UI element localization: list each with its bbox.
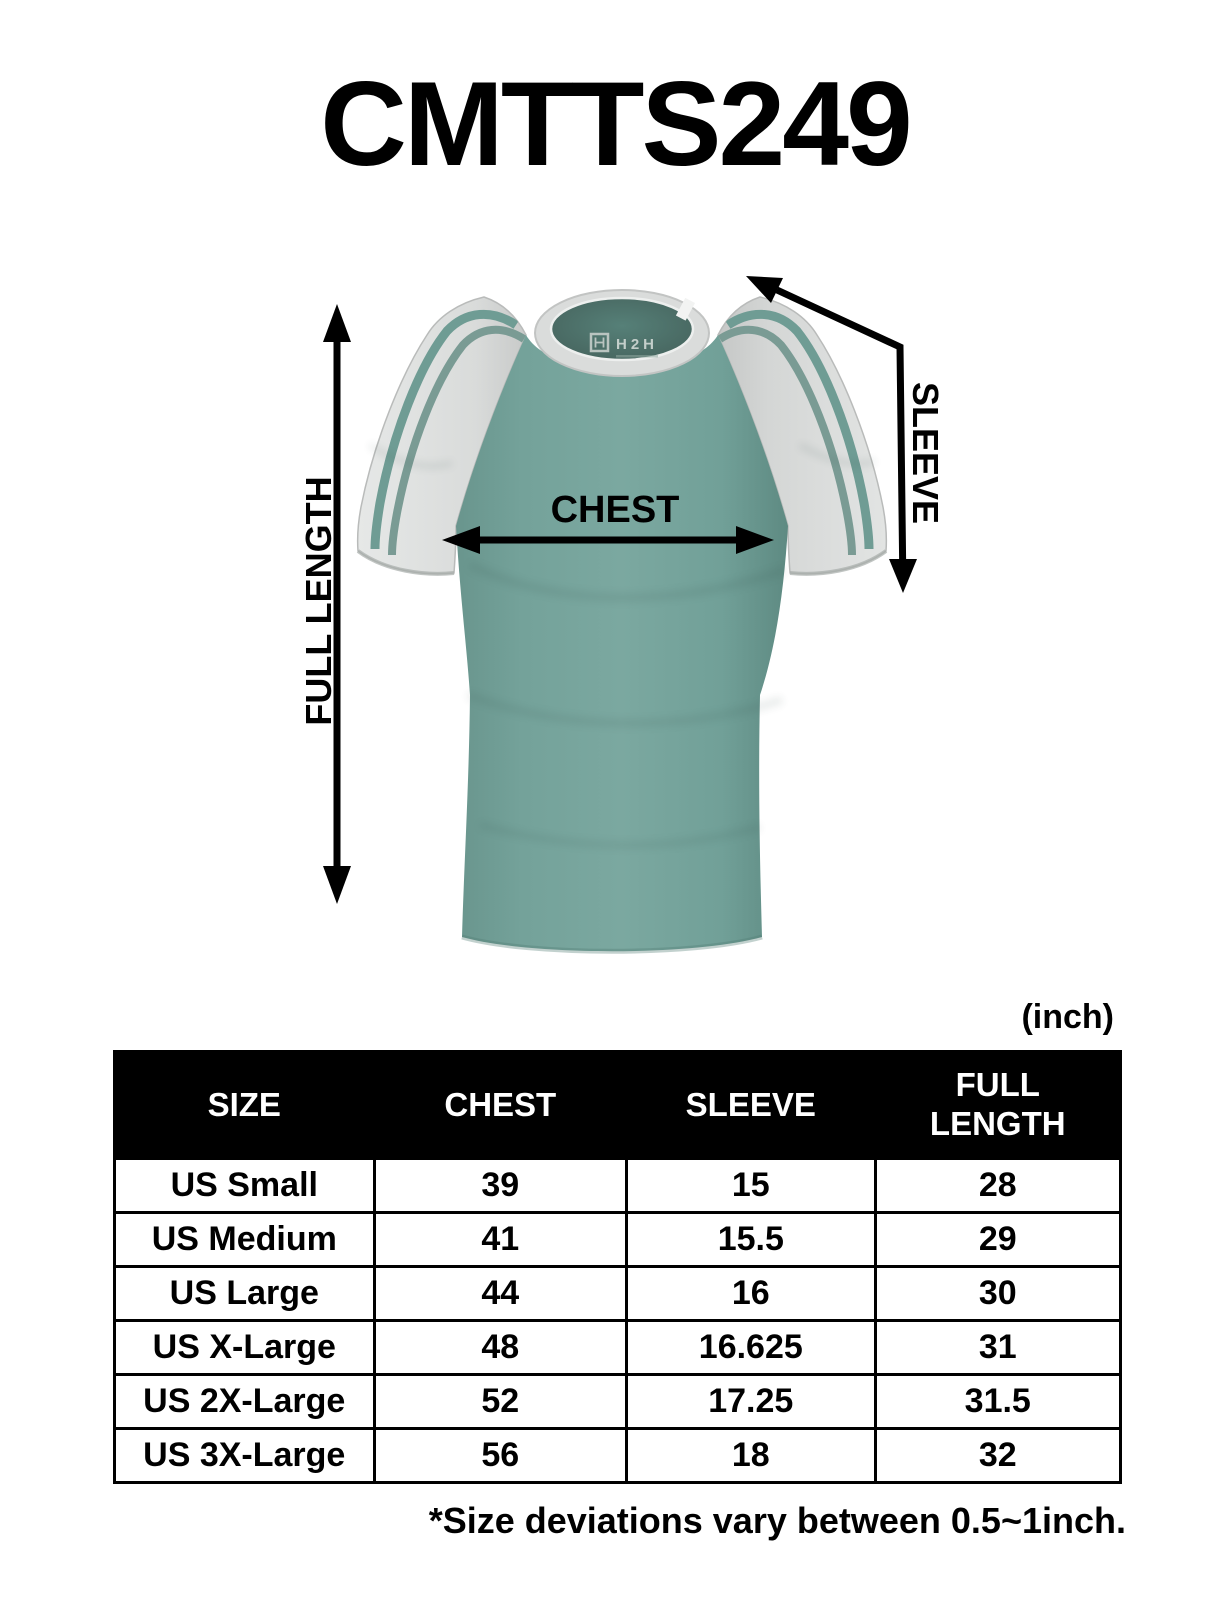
size-table-header <box>115 1052 1121 1159</box>
table-row <box>115 1267 1121 1321</box>
header-row <box>115 1052 1121 1159</box>
chest-cell: 44 <box>374 1267 627 1321</box>
sleeve-arrow <box>746 276 917 593</box>
collar-brand-label: H2H <box>616 336 659 353</box>
table-row <box>115 1375 1121 1429</box>
full-length-cell: 30 <box>875 1267 1120 1321</box>
sleeve-cell: 18 <box>627 1429 875 1483</box>
chest-cell: 56 <box>374 1429 627 1483</box>
page-title: CMTTS249 <box>320 57 910 191</box>
size-cell: US 3X-Large <box>115 1429 375 1483</box>
chest-label: CHEST <box>550 489 680 531</box>
column-header-size: SIZE <box>115 1052 375 1159</box>
chest-cell: 41 <box>374 1213 627 1267</box>
footnote: *Size deviations vary between 0.5~1inch. <box>428 1500 1126 1541</box>
full-length-cell: 29 <box>875 1213 1120 1267</box>
size-table <box>113 1050 1122 1484</box>
sleeve-label: SLEEVE <box>905 381 946 525</box>
sleeve-cell: 17.25 <box>627 1375 875 1429</box>
size-cell: US Medium <box>115 1213 375 1267</box>
size-cell: US Small <box>115 1159 375 1213</box>
size-cell: US 2X-Large <box>115 1375 375 1429</box>
sleeve-cell: 16 <box>627 1267 875 1321</box>
chest-cell: 52 <box>374 1375 627 1429</box>
column-header-chest: CHEST <box>374 1052 627 1159</box>
table-row <box>115 1213 1121 1267</box>
table-row <box>115 1159 1121 1213</box>
table-row <box>115 1321 1121 1375</box>
full-length-cell: 31.5 <box>875 1375 1120 1429</box>
full-length-label: FULL LENGTH <box>298 476 339 726</box>
full-length-cell: 31 <box>875 1321 1120 1375</box>
measurement-arrows <box>280 260 960 960</box>
column-header-sleeve: SLEEVE <box>627 1052 875 1159</box>
size-cell: US Large <box>115 1267 375 1321</box>
chest-cell: 39 <box>374 1159 627 1213</box>
chest-cell: 48 <box>374 1321 627 1375</box>
full-length-cell: 28 <box>875 1159 1120 1213</box>
column-header-full-length: FULL LENGTH <box>875 1052 1120 1159</box>
full-length-cell: 32 <box>875 1429 1120 1483</box>
unit-label: (inch) <box>1021 998 1114 1036</box>
sleeve-cell: 15 <box>627 1159 875 1213</box>
sleeve-cell: 15.5 <box>627 1213 875 1267</box>
size-cell: US X-Large <box>115 1321 375 1375</box>
table-row <box>115 1429 1121 1483</box>
sleeve-cell: 16.625 <box>627 1321 875 1375</box>
